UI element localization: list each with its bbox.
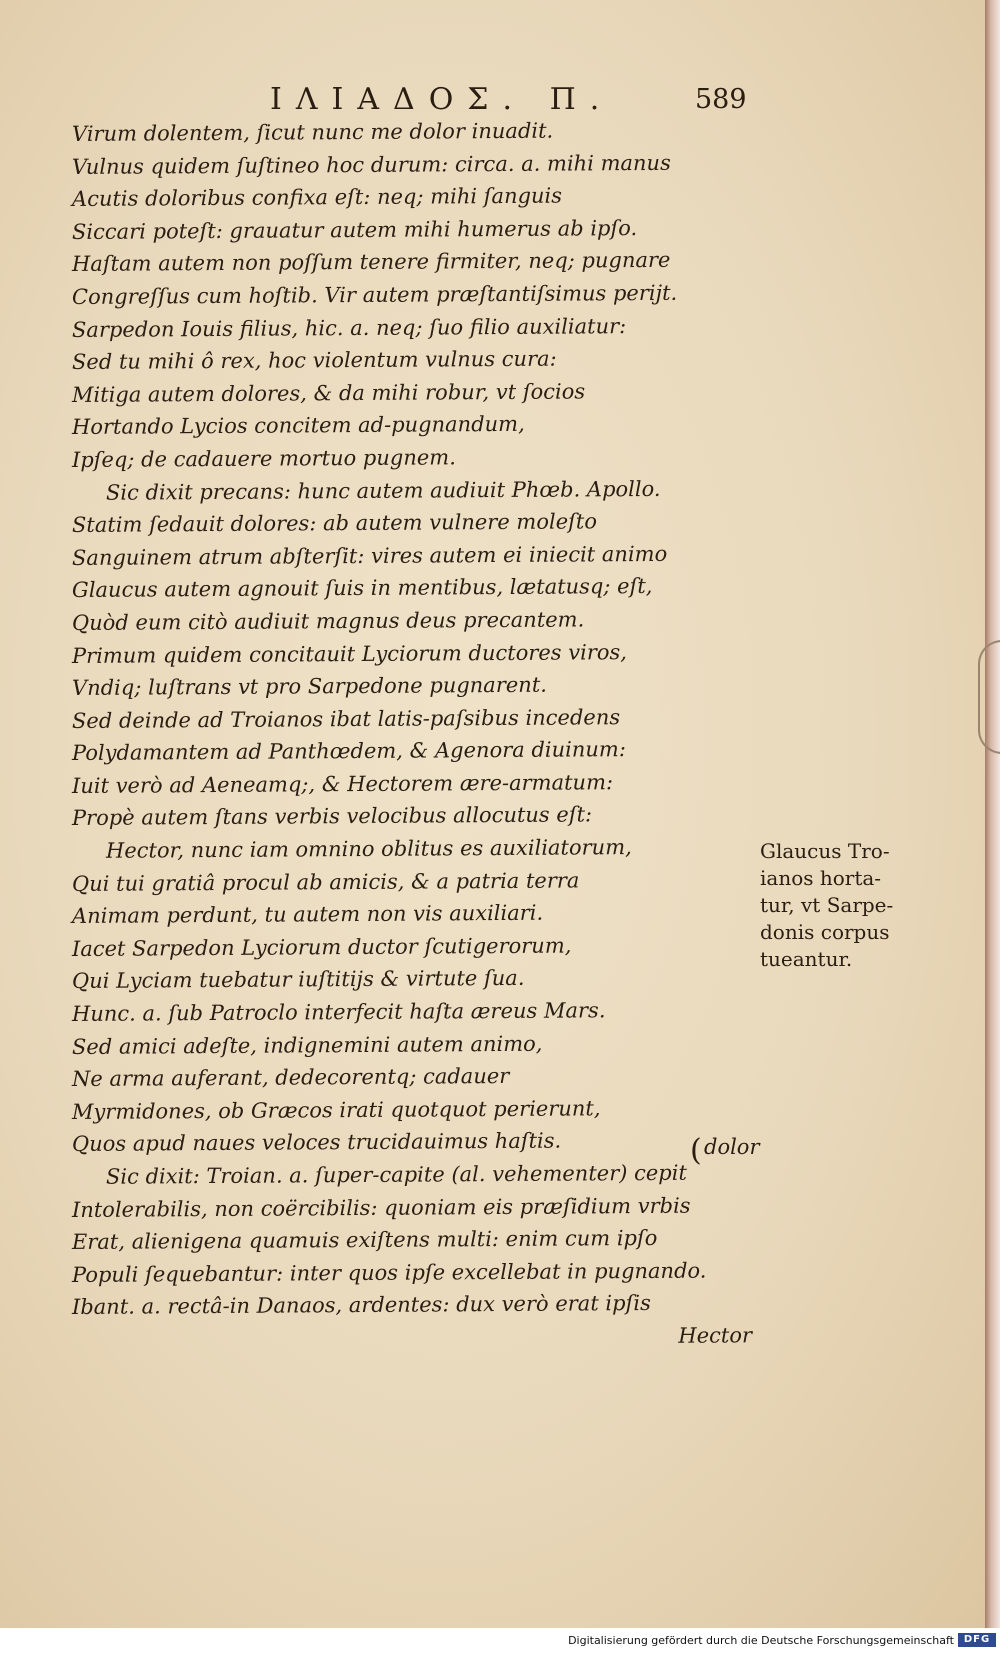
verse-line: Vndiq; luſtrans vt pro Sarpedone pugnarent. <box>71 672 547 701</box>
marginal-note-line: donis corpus <box>760 920 890 944</box>
verse-line: Sic dixit precans: hunc autem audiuit Phœb. Apollo. <box>105 476 661 505</box>
footer-bar <box>0 1628 1000 1653</box>
verse-line: Sed deinde ad Troianos ibat latis-paſsibus incedens <box>71 704 621 733</box>
bracket-note: ( dolor <box>704 1135 759 1159</box>
dfg-logo-icon: DFG <box>958 1633 996 1647</box>
verse-line: Sed amici adeſte, indignemini autem animo, <box>71 1031 543 1059</box>
verse-line: Myrmidones, ob Græcos irati quotquot perierunt, <box>71 1096 601 1124</box>
verse-line: Populi ſequebantur: inter quos ipſe excellebat in pugnando. <box>71 1258 707 1287</box>
verse-line: Sic dixit: Troian. a. ſuper-capite (al. vehementer) cepit <box>105 1160 687 1189</box>
verse-line: Animam perdunt, tu autem non vis auxiliari. <box>71 900 544 929</box>
page-number: 589 <box>695 84 747 115</box>
verse-line: Propè autem ſtans verbis velocibus allocutus eſt: <box>71 802 593 831</box>
verse-line: Mitiga autem dolores, & da mihi robur, vt ſocios <box>71 379 586 407</box>
verse-line: Iuit verò ad Aeneamq;, & Hectorem ære-armatum: <box>71 770 614 798</box>
verse-line: Qui Lyciam tuebatur iuſtitijs & virtute ſua. <box>71 966 525 994</box>
verse-line: Vulnus quidem ſuſtineo hoc durum: circa. a. mihi manus <box>71 150 671 179</box>
catchword: Hector <box>678 1323 753 1348</box>
verse-line: Intolerabilis, non coërcibilis: quoniam eis præſidium vrbis <box>71 1193 691 1222</box>
running-title: ΙΛΙΑΔΟΣ. Π. <box>270 82 614 117</box>
marginal-note-line: tur, vt Sarpe- <box>760 893 894 917</box>
verse-line: Polydamantem ad Panthœdem, & Agenora diuinum: <box>71 737 626 766</box>
verse-line: Erat, alienigena quamuis exiſtens multi: enim cum ipſo <box>71 1226 658 1255</box>
verse-line: Acutis doloribus confixa eſt: neq; mihi ſanguis <box>71 183 563 212</box>
verse-line: Quòd eum citò audiuit magnus deus precantem. <box>71 607 585 635</box>
verse-line: Congreſſus cum hoſtib. Vir autem præſtantiſsimus perijt. <box>71 280 678 309</box>
verse-line: Hunc. a. ſub Patroclo interfecit haſta æreus Mars. <box>71 998 606 1027</box>
verse-line: Ibant. a. rectâ-in Danaos, ardentes: dux verò erat ipſis <box>71 1291 651 1320</box>
verse-line: Primum quidem concitauit Lyciorum ductores viros, <box>71 639 628 668</box>
marginal-note <box>760 838 918 973</box>
marginal-note-line: tueantur. <box>760 947 853 971</box>
verse-line: Hector, nunc iam omnino oblitus es auxiliatorum, <box>105 835 632 863</box>
verse-line: Siccari poteſt: grauatur autem mihi humerus ab ipſo. <box>71 215 638 244</box>
verse-line: Iacet Sarpedon Lyciorum ductor ſcutigerorum, <box>71 933 572 961</box>
verse-line: Sed tu mihi ô rex, hoc violentum vulnus cura: <box>71 346 557 375</box>
marginal-note-line: ianos horta- <box>760 866 882 890</box>
page-edge <box>985 0 1000 1628</box>
footer-credit: Digitalisierung gefördert durch die Deutsche Forschungsgemeinschaft <box>568 1634 954 1647</box>
verse-line: Ne arma auferant, dedecorentq; cadauer <box>71 1064 510 1092</box>
verse-line: Sarpedon Iouis filius, hic. a. neq; ſuo filio auxiliatur: <box>71 313 627 342</box>
verse-line: Qui tui gratiâ procul ab amicis, & a patria terra <box>71 868 580 896</box>
verse-block <box>72 118 752 1357</box>
verse-line: Hortando Lycios concitem ad-pugnandum, <box>71 412 525 440</box>
verse-line: Statim ſedauit dolores: ab autem vulnere moleſto <box>71 509 598 538</box>
page-edge-tab <box>978 640 1000 754</box>
verse-line: Glaucus autem agnouit ſuis in mentibus, lætatusq; eſt, <box>71 574 653 603</box>
verse-line: Sanguinem atrum abſterſit: vires autem ei iniecit animo <box>71 541 668 570</box>
verse-line: Virum dolentem, ſicut nunc me dolor inuadit. <box>71 118 554 146</box>
verse-line: Haſtam autem non poſſum tenere firmiter, neq; pugnare <box>71 248 671 277</box>
marginal-note-line: Glaucus Tro- <box>760 839 890 863</box>
verse-line: Ipſeq; de cadauere mortuo pugnem. <box>71 445 456 472</box>
verse-line: Quos apud naues veloces trucidauimus haſtis. <box>71 1128 562 1157</box>
